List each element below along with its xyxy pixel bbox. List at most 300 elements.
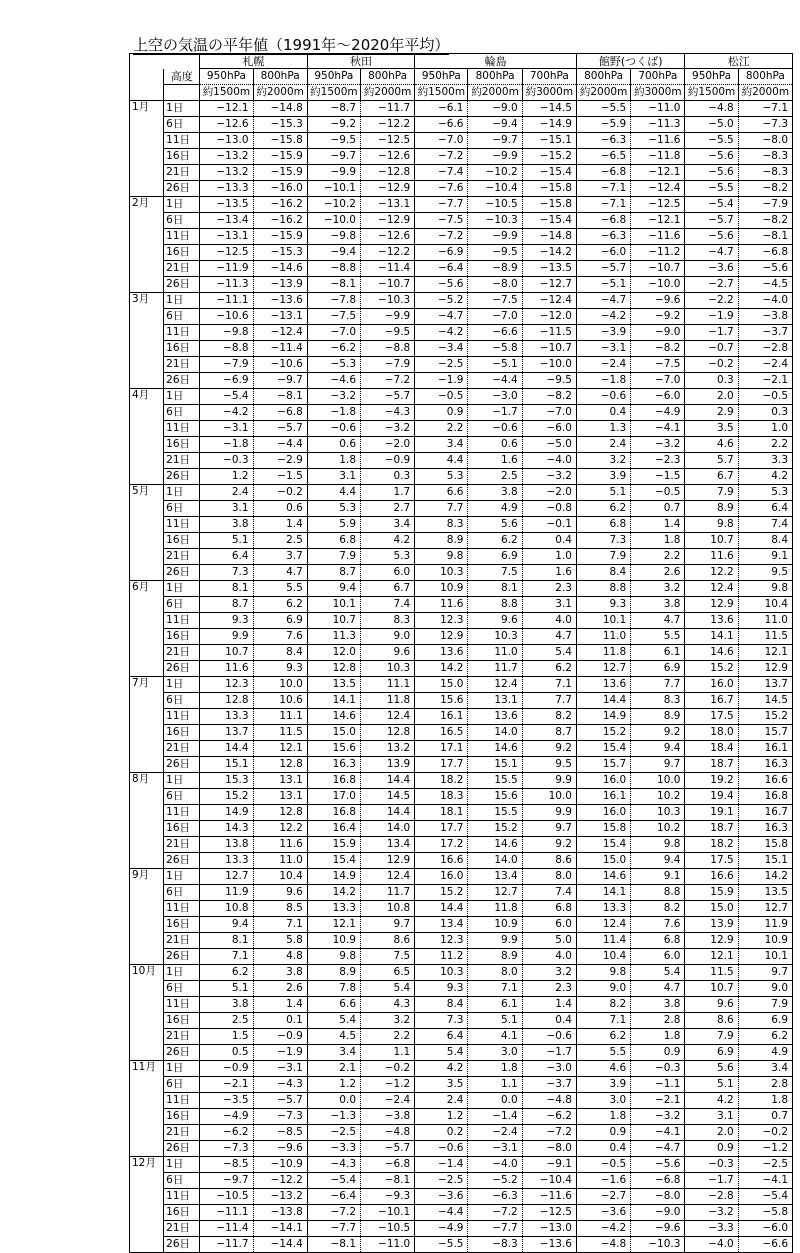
temperature-cell: 2.5 (253, 533, 307, 549)
temperature-cell: −8.8 (200, 341, 253, 357)
temperature-cell: −4.1 (738, 1173, 792, 1189)
altitude-level: 約1500m (307, 85, 360, 101)
temperature-cell: 8.0 (468, 965, 522, 981)
temperature-cell: 3.4 (307, 1045, 360, 1061)
temperature-cell: 13.7 (738, 677, 792, 693)
temperature-cell: 2.2 (738, 437, 792, 453)
temperature-cell: 0.5 (200, 1045, 253, 1061)
temperature-cell: 11.0 (468, 645, 522, 661)
temperature-cell: 15.5 (468, 773, 522, 789)
temperature-cell: −10.5 (200, 1189, 253, 1205)
temperature-cell: 15.2 (685, 661, 738, 677)
month-label: 3月 (130, 293, 164, 389)
temperature-cell: −6.0 (738, 1221, 792, 1237)
temperature-cell: 2.4 (576, 437, 630, 453)
day-label: 11日 (164, 901, 200, 917)
table-row (130, 437, 793, 453)
temperature-cell: −6.0 (522, 421, 576, 437)
temperature-cell: −6.8 (576, 165, 630, 181)
temperature-cell: 9.8 (415, 549, 468, 565)
day-label: 11日 (164, 613, 200, 629)
day-label: 6日 (164, 885, 200, 901)
temperature-cell: 10.0 (253, 677, 307, 693)
temperature-cell: −3.8 (361, 1109, 415, 1125)
temperature-cell: 10.3 (631, 805, 685, 821)
temperature-cell: 18.7 (685, 757, 738, 773)
temperature-cell: −2.1 (738, 373, 792, 389)
temperature-cell: −9.0 (631, 325, 685, 341)
pressure-level: 950hPa (415, 69, 468, 85)
temperature-cell: −4.7 (576, 293, 630, 309)
temperature-cell: 12.9 (738, 661, 792, 677)
table-row (130, 277, 793, 293)
temperature-cell: −3.5 (200, 1093, 253, 1109)
temperature-cell: 11.5 (253, 725, 307, 741)
temperature-cell: −15.9 (253, 165, 307, 181)
temperature-cell: 14.9 (307, 869, 360, 885)
temperature-cell: −6.2 (200, 1125, 253, 1141)
temperature-cell: −13.2 (253, 1189, 307, 1205)
temperature-cell: 8.8 (576, 581, 630, 597)
temperature-cell: 17.5 (685, 853, 738, 869)
temperature-cell: 8.9 (631, 709, 685, 725)
temperature-cell: 13.8 (200, 837, 253, 853)
temperature-cell: −1.9 (253, 1045, 307, 1061)
altitude-level: 約3000m (522, 85, 576, 101)
day-label: 16日 (164, 821, 200, 837)
temperature-cell: −4.4 (415, 1205, 468, 1221)
temperature-cell: −14.1 (253, 1221, 307, 1237)
temperature-cell: −9.4 (307, 245, 360, 261)
day-label: 21日 (164, 261, 200, 277)
temperature-cell: −4.3 (307, 1157, 360, 1173)
temperature-cell: 6.4 (415, 1029, 468, 1045)
temperature-cell: −0.5 (415, 389, 468, 405)
month-label: 5月 (130, 485, 164, 581)
temperature-cell: −10.4 (468, 181, 522, 197)
day-label: 21日 (164, 1221, 200, 1237)
temperature-cell: −4.9 (200, 1109, 253, 1125)
temperature-cell: −3.0 (522, 1061, 576, 1077)
temperature-cell: −5.6 (631, 1157, 685, 1173)
temperature-cell: 15.1 (738, 853, 792, 869)
temperature-cell: −5.4 (685, 197, 738, 213)
temperature-cell: 12.7 (200, 869, 253, 885)
table-row (130, 357, 793, 373)
temperature-cell: 16.7 (738, 805, 792, 821)
temperature-cell: 9.3 (576, 597, 630, 613)
temperature-cell: −1.6 (576, 1173, 630, 1189)
temperature-cell: −8.1 (253, 389, 307, 405)
temperature-cell: −12.5 (522, 1205, 576, 1221)
temperature-cell: 6.2 (253, 597, 307, 613)
temperature-cell: −2.9 (253, 453, 307, 469)
temperature-cell: 1.2 (307, 1077, 360, 1093)
temperature-cell: −8.9 (468, 261, 522, 277)
temperature-cell: 5.5 (253, 581, 307, 597)
day-label: 11日 (164, 805, 200, 821)
temperature-cell: −10.3 (468, 213, 522, 229)
temperature-cell: 19.2 (685, 773, 738, 789)
temperature-cell: 5.4 (631, 965, 685, 981)
temperature-cell: −5.0 (685, 117, 738, 133)
temperature-cell: −13.2 (200, 165, 253, 181)
temperature-cell: 4.4 (415, 453, 468, 469)
temperature-cell: 9.4 (307, 581, 360, 597)
temperature-cell: −1.8 (200, 437, 253, 453)
month-label: 1月 (130, 101, 164, 197)
temperature-cell: −4.4 (253, 437, 307, 453)
station-header-row (130, 54, 793, 69)
temperature-cell: −13.3 (200, 181, 253, 197)
page-title-text: 上空の気温の平年値（1991年～2020年平均） (133, 36, 450, 54)
temperature-cell: −6.0 (631, 389, 685, 405)
temperature-cell: 15.2 (200, 789, 253, 805)
temperature-cell: −13.6 (253, 293, 307, 309)
day-label: 26日 (164, 949, 200, 965)
table-row (130, 405, 793, 421)
temperature-cell: 15.0 (685, 901, 738, 917)
station-name: 札幌 (200, 54, 307, 69)
temperature-cell: 16.6 (738, 773, 792, 789)
day-label: 6日 (164, 405, 200, 421)
temperature-cell: −3.1 (468, 1141, 522, 1157)
temperature-cell: −15.3 (253, 117, 307, 133)
temperature-cell: 14.9 (576, 709, 630, 725)
table-row (130, 725, 793, 741)
day-label: 16日 (164, 341, 200, 357)
table-row (130, 389, 793, 405)
temperature-cell: 1.3 (576, 421, 630, 437)
day-label: 26日 (164, 181, 200, 197)
temperature-cell: 1.1 (361, 1045, 415, 1061)
table-row (130, 821, 793, 837)
temperature-cell: 12.4 (468, 677, 522, 693)
temperature-cell: 6.9 (685, 1045, 738, 1061)
temperature-cell: 3.1 (200, 501, 253, 517)
temperature-cell: −7.7 (415, 197, 468, 213)
temperature-cell: 6.2 (576, 1029, 630, 1045)
temperature-cell: 4.2 (415, 1061, 468, 1077)
table-header (130, 54, 793, 101)
month-label: 10月 (130, 965, 164, 1061)
temperature-cell: −4.1 (631, 1125, 685, 1141)
temperature-cell: 0.3 (361, 469, 415, 485)
table-row (130, 181, 793, 197)
temperature-cell: 0.3 (685, 373, 738, 389)
table-row (130, 741, 793, 757)
table-row (130, 565, 793, 581)
temperature-cell: 0.0 (468, 1093, 522, 1109)
temperature-cell: 0.1 (253, 1013, 307, 1029)
day-label: 16日 (164, 1013, 200, 1029)
temperature-cell: −5.5 (576, 101, 630, 117)
temperature-cell: −12.4 (253, 325, 307, 341)
temperature-cell: 4.1 (468, 1029, 522, 1045)
temperature-cell: 7.4 (738, 517, 792, 533)
day-label: 1日 (164, 869, 200, 885)
temperature-cell: 4.7 (522, 629, 576, 645)
temperature-cell: 1.2 (200, 469, 253, 485)
temperature-cell: −6.4 (415, 261, 468, 277)
temperature-cell: 14.4 (576, 693, 630, 709)
pressure-level: 800hPa (253, 69, 307, 85)
day-label: 6日 (164, 501, 200, 517)
temperature-cell: 18.3 (415, 789, 468, 805)
day-label: 16日 (164, 149, 200, 165)
temperature-cell: 13.5 (738, 885, 792, 901)
pressure-level: 950hPa (307, 69, 360, 85)
temperature-cell: −11.4 (253, 341, 307, 357)
day-label: 6日 (164, 1173, 200, 1189)
temperature-cell: −3.4 (415, 341, 468, 357)
temperature-cell: 7.1 (522, 677, 576, 693)
pressure-level: 950hPa (200, 69, 253, 85)
temperature-cell: −11.2 (631, 245, 685, 261)
temperature-cell: 10.0 (631, 773, 685, 789)
temperature-cell: −7.1 (576, 181, 630, 197)
temperature-cell: −2.5 (415, 357, 468, 373)
temperature-cell: 15.2 (576, 725, 630, 741)
temperature-cell: 9.3 (415, 981, 468, 997)
temperature-cell: −4.8 (576, 1237, 630, 1253)
temperature-cell: 4.2 (685, 1093, 738, 1109)
temperature-cell: 2.1 (307, 1061, 360, 1077)
temperature-cell: −6.1 (415, 101, 468, 117)
temperature-cell: 3.1 (307, 469, 360, 485)
temperature-cell: 12.7 (576, 661, 630, 677)
temperature-cell: 2.0 (685, 1125, 738, 1141)
temperature-cell: 0.9 (576, 1125, 630, 1141)
temperature-cell: 13.6 (685, 613, 738, 629)
temperature-cell: 17.1 (415, 741, 468, 757)
temperature-cell: 7.7 (631, 677, 685, 693)
temperature-cell: 8.4 (576, 565, 630, 581)
temperature-cell: −9.8 (200, 325, 253, 341)
temperature-cell: −7.2 (415, 149, 468, 165)
table-row (130, 1221, 793, 1237)
day-label: 11日 (164, 1093, 200, 1109)
temperature-cell: −10.5 (361, 1221, 415, 1237)
temperature-cell: −6.3 (468, 1189, 522, 1205)
temperature-cell: 14.2 (738, 869, 792, 885)
temperature-cell: −5.0 (522, 437, 576, 453)
temperature-cell: −1.5 (253, 469, 307, 485)
temperature-cell: 3.4 (361, 517, 415, 533)
temperature-cell: 8.5 (253, 901, 307, 917)
temperature-cell: 10.9 (468, 917, 522, 933)
temperature-cell: −4.7 (685, 245, 738, 261)
temperature-cell: 4.4 (307, 485, 360, 501)
table-row (130, 293, 793, 309)
temperature-cell: 11.6 (685, 549, 738, 565)
temperature-cell: 8.8 (468, 597, 522, 613)
temperature-cell: −6.0 (576, 245, 630, 261)
temperature-cell: 3.1 (685, 1109, 738, 1125)
day-label: 1日 (164, 293, 200, 309)
altitude-header-row (130, 85, 793, 101)
temperature-cell: −7.0 (522, 405, 576, 421)
temperature-cell: 7.1 (253, 917, 307, 933)
temperature-cell: 14.6 (307, 709, 360, 725)
temperature-cell: 7.7 (415, 501, 468, 517)
temperature-cell: −15.4 (522, 213, 576, 229)
table-row (130, 629, 793, 645)
table-row (130, 229, 793, 245)
temperature-cell: 6.9 (468, 549, 522, 565)
temperature-cell: 15.7 (576, 757, 630, 773)
temperature-cell: 15.6 (307, 741, 360, 757)
temperature-cell: −0.3 (200, 453, 253, 469)
temperature-cell: −13.1 (200, 229, 253, 245)
temperature-cell: 13.6 (468, 709, 522, 725)
temperature-cell: 17.0 (307, 789, 360, 805)
temperature-cell: 8.1 (468, 581, 522, 597)
pressure-level: 800hPa (576, 69, 630, 85)
temperature-cell: −14.4 (253, 1237, 307, 1253)
temperature-cell: −1.9 (415, 373, 468, 389)
temperature-cell: 8.0 (522, 869, 576, 885)
temperature-cell: −1.4 (415, 1157, 468, 1173)
temperature-cell: −0.8 (522, 501, 576, 517)
temperature-cell: 6.2 (576, 501, 630, 517)
temperature-cell: −13.9 (253, 277, 307, 293)
temperature-cell: −12.4 (522, 293, 576, 309)
temperature-cell: −11.7 (200, 1237, 253, 1253)
temperature-cell: 9.7 (522, 821, 576, 837)
temperature-cell: 10.8 (361, 901, 415, 917)
table-row (130, 885, 793, 901)
day-label: 21日 (164, 933, 200, 949)
day-label: 16日 (164, 1109, 200, 1125)
month-label: 11月 (130, 1061, 164, 1157)
temperature-cell: −2.3 (631, 453, 685, 469)
month-label: 12月 (130, 1157, 164, 1253)
temperature-cell: 8.9 (685, 501, 738, 517)
temperature-cell: −11.6 (631, 133, 685, 149)
temperature-cell: 15.7 (738, 725, 792, 741)
temperature-cell: −7.3 (253, 1109, 307, 1125)
temperature-cell: −2.2 (685, 293, 738, 309)
table-row (130, 341, 793, 357)
temperature-cell: 5.1 (576, 485, 630, 501)
temperature-cell: −11.0 (631, 101, 685, 117)
temperature-cell: −4.6 (307, 373, 360, 389)
temperature-cell: 7.6 (253, 629, 307, 645)
station-name: 松江 (685, 54, 793, 69)
table-row (130, 1189, 793, 1205)
station-name: 秋田 (307, 54, 414, 69)
temperature-cell: 16.0 (576, 773, 630, 789)
day-label: 6日 (164, 309, 200, 325)
temperature-cell: 2.8 (738, 1077, 792, 1093)
temperature-cell: 9.7 (631, 757, 685, 773)
temperature-cell: −4.0 (522, 453, 576, 469)
temperature-cell: 16.8 (738, 789, 792, 805)
temperature-cell: 14.4 (361, 773, 415, 789)
temperature-cell: −16.0 (253, 181, 307, 197)
temperature-cell: −7.9 (738, 197, 792, 213)
temperature-cell: −9.7 (200, 1173, 253, 1189)
temperature-cell: −3.3 (685, 1221, 738, 1237)
temperature-cell: 16.4 (307, 821, 360, 837)
pressure-level: 950hPa (685, 69, 738, 85)
temperature-cell: −5.2 (415, 293, 468, 309)
temperature-cell: −10.7 (631, 261, 685, 277)
temperature-cell: 13.6 (576, 677, 630, 693)
temperature-cell: 0.4 (522, 1013, 576, 1029)
temperature-cell: 3.8 (200, 997, 253, 1013)
temperature-cell: −4.2 (415, 325, 468, 341)
temperature-cell: −8.8 (307, 261, 360, 277)
temperature-cell: 0.0 (307, 1093, 360, 1109)
temperature-cell: 13.1 (253, 773, 307, 789)
temperature-cell: −8.3 (738, 149, 792, 165)
day-label: 6日 (164, 213, 200, 229)
day-label: 16日 (164, 725, 200, 741)
table-row (130, 453, 793, 469)
temperature-cell: −10.0 (522, 357, 576, 373)
table-row (130, 1061, 793, 1077)
temperature-cell: 0.4 (576, 405, 630, 421)
day-label: 16日 (164, 533, 200, 549)
height-label: 高度 (164, 69, 200, 85)
temperature-cell: 12.3 (200, 677, 253, 693)
temperature-cell: −7.4 (415, 165, 468, 181)
day-label: 21日 (164, 549, 200, 565)
temperature-cell: −12.0 (522, 309, 576, 325)
temperature-cell: 15.8 (576, 821, 630, 837)
day-label: 11日 (164, 325, 200, 341)
temperature-cell: −0.2 (361, 1061, 415, 1077)
day-label: 11日 (164, 517, 200, 533)
temperature-cell: 10.2 (631, 789, 685, 805)
table-row (130, 613, 793, 629)
temperature-cell: 7.9 (685, 1029, 738, 1045)
temperature-cell: −15.8 (522, 197, 576, 213)
temperature-cell: 4.9 (738, 1045, 792, 1061)
temperature-cell: 9.9 (522, 773, 576, 789)
temperature-cell: 6.0 (631, 949, 685, 965)
temperature-cell: −15.8 (522, 181, 576, 197)
temperature-cell: 10.6 (253, 693, 307, 709)
day-label: 11日 (164, 1189, 200, 1205)
temperature-table (129, 53, 793, 1253)
temperature-cell: −4.9 (415, 1221, 468, 1237)
temperature-cell: 3.8 (468, 485, 522, 501)
temperature-cell: −3.6 (685, 261, 738, 277)
temperature-cell: −13.1 (361, 197, 415, 213)
day-label: 1日 (164, 965, 200, 981)
day-label: 1日 (164, 581, 200, 597)
temperature-cell: 0.4 (576, 1141, 630, 1157)
temperature-cell: −7.7 (468, 1221, 522, 1237)
temperature-cell: −9.5 (522, 373, 576, 389)
altitude-level: 約2000m (361, 85, 415, 101)
temperature-cell: −7.2 (361, 373, 415, 389)
day-label: 16日 (164, 629, 200, 645)
temperature-cell: −6.6 (738, 1237, 792, 1253)
temperature-cell: −0.6 (576, 389, 630, 405)
temperature-cell: −2.4 (576, 357, 630, 373)
temperature-cell: 12.4 (685, 581, 738, 597)
temperature-cell: 15.1 (200, 757, 253, 773)
temperature-cell: 15.4 (307, 853, 360, 869)
temperature-cell: 2.2 (361, 1029, 415, 1045)
month-label: 9月 (130, 869, 164, 965)
month-label: 8月 (130, 773, 164, 869)
day-label: 6日 (164, 1077, 200, 1093)
